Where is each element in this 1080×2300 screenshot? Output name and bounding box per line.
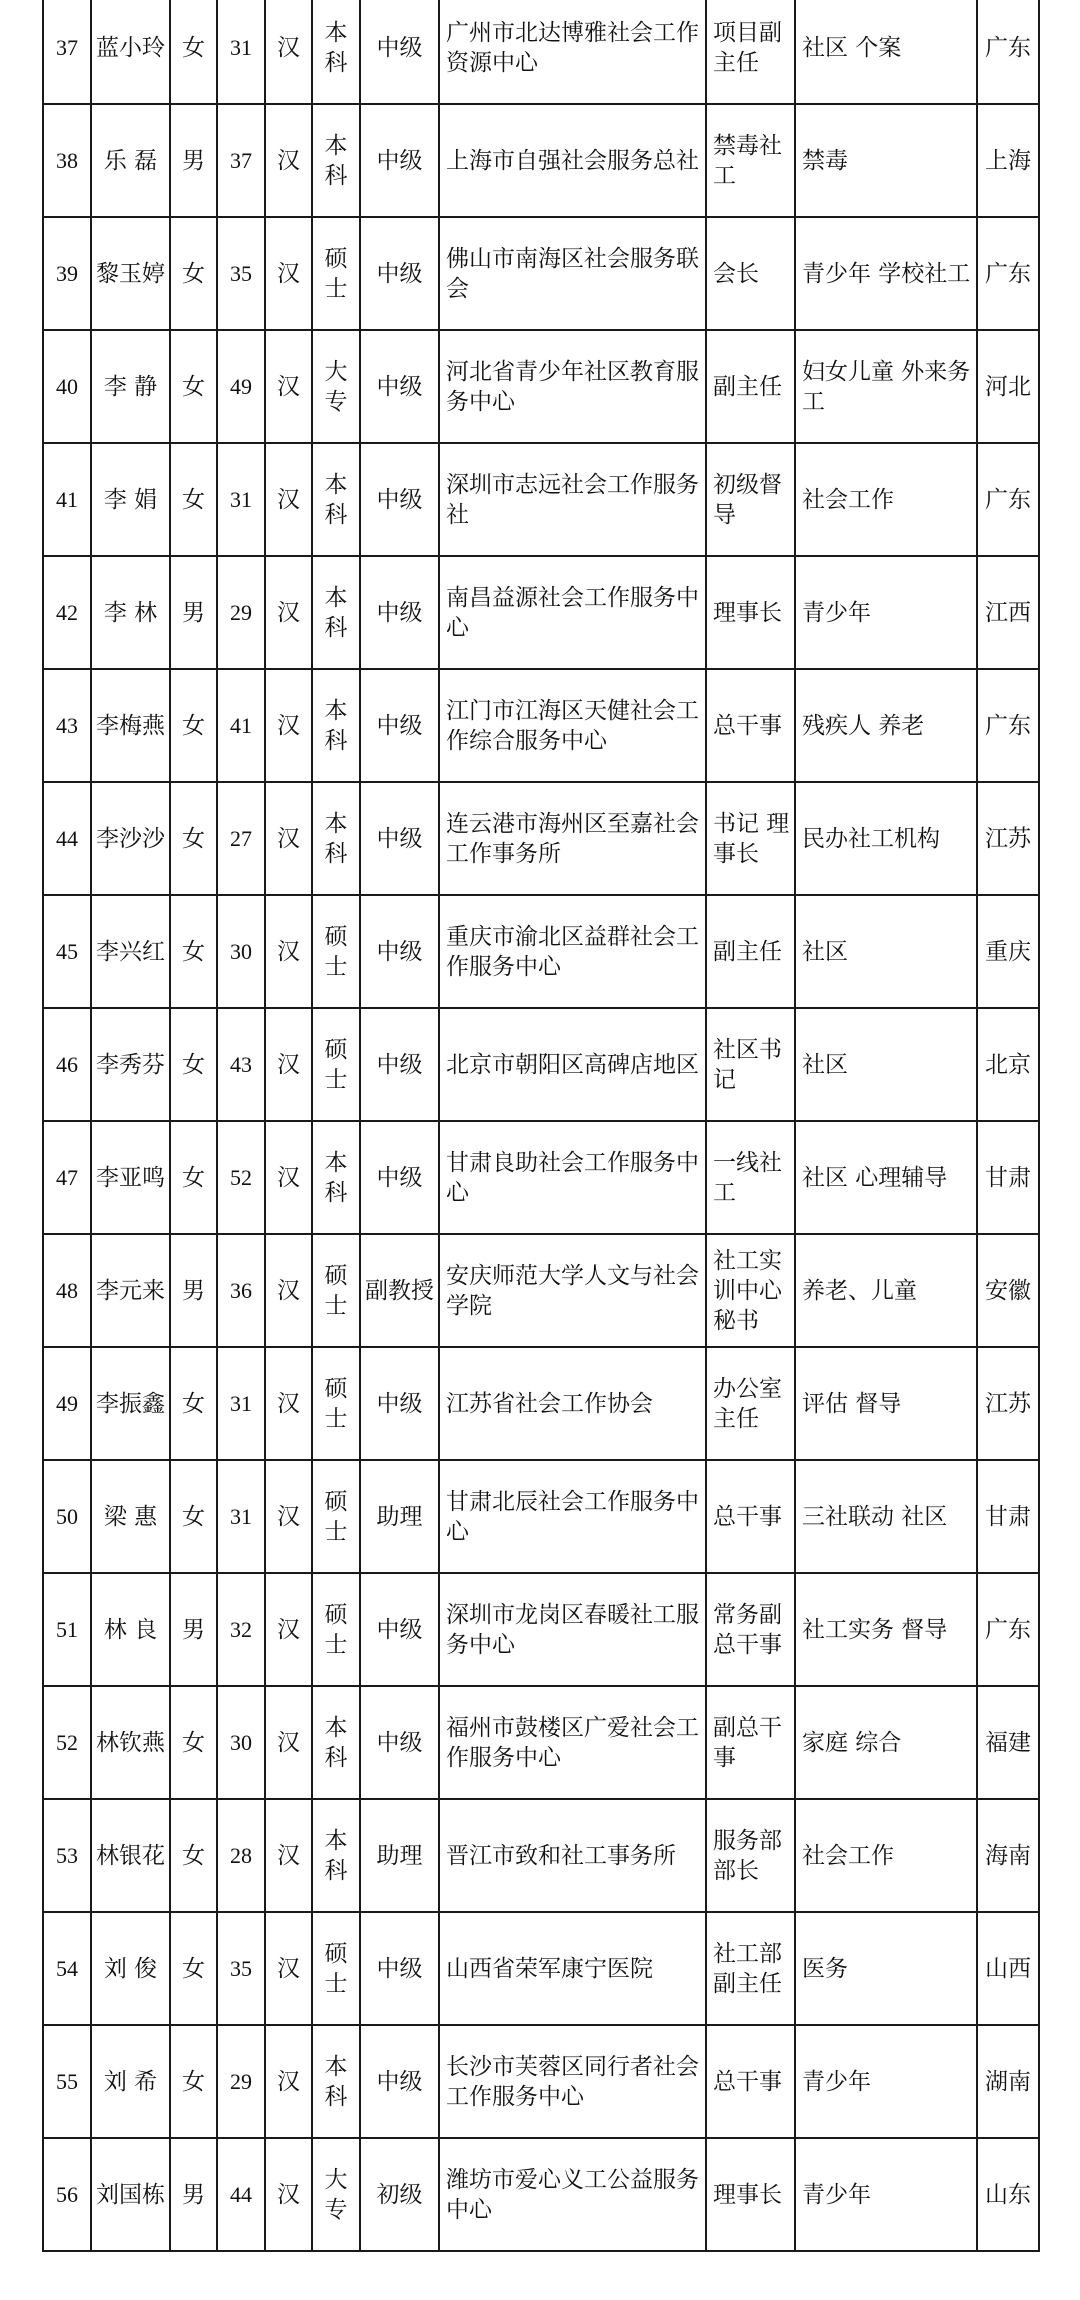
cell-gender: 女: [170, 1460, 217, 1573]
cell-number: 52: [43, 1686, 91, 1799]
table-row: [43, 556, 1039, 669]
cell-position: 社工部副主任: [706, 1912, 795, 2025]
cell-ethnicity: 汉: [265, 104, 312, 217]
cell-ethnicity: 汉: [265, 782, 312, 895]
cell-organization: 晋江市致和社工事务所: [439, 1799, 706, 1912]
cell-province: 海南: [977, 1799, 1039, 1912]
cell-education: 硕士: [312, 1347, 360, 1460]
cell-organization: 佛山市南海区社会服务联会: [439, 217, 706, 330]
cell-gender: 男: [170, 1234, 217, 1347]
cell-age: 41: [217, 669, 265, 782]
cell-field: 社工实务 督导: [795, 1573, 977, 1686]
cell-number: 49: [43, 1347, 91, 1460]
cell-province: 江西: [977, 556, 1039, 669]
cell-province: 山东: [977, 2138, 1039, 2251]
cell-number: 46: [43, 1008, 91, 1121]
cell-ethnicity: 汉: [265, 556, 312, 669]
cell-gender: 女: [170, 443, 217, 556]
cell-organization: 江门市江海区天健社会工作综合服务中心: [439, 669, 706, 782]
cell-gender: 女: [170, 1347, 217, 1460]
cell-organization: 山西省荣军康宁医院: [439, 1912, 706, 2025]
cell-title: 中级: [360, 104, 439, 217]
table-row: [43, 104, 1039, 217]
cell-title: 助理: [360, 1799, 439, 1912]
cell-title: 中级: [360, 217, 439, 330]
cell-education: 本科: [312, 1121, 360, 1234]
cell-organization: 江苏省社会工作协会: [439, 1347, 706, 1460]
cell-education: 本科: [312, 0, 360, 104]
table-row: [43, 1912, 1039, 2025]
cell-field: 禁毒: [795, 104, 977, 217]
table-row: [43, 1121, 1039, 1234]
cell-ethnicity: 汉: [265, 1234, 312, 1347]
cell-position: 初级督导: [706, 443, 795, 556]
table-row: [43, 1008, 1039, 1121]
cell-title: 中级: [360, 2025, 439, 2138]
cell-organization: 潍坊市爱心义工公益服务中心: [439, 2138, 706, 2251]
cell-ethnicity: 汉: [265, 0, 312, 104]
cell-province: 上海: [977, 104, 1039, 217]
cell-name: 刘 俊: [91, 1912, 170, 2025]
cell-title: 中级: [360, 669, 439, 782]
cell-education: 本科: [312, 1686, 360, 1799]
cell-name: 李沙沙: [91, 782, 170, 895]
cell-organization: 河北省青少年社区教育服务中心: [439, 330, 706, 443]
cell-position: 一线社工: [706, 1121, 795, 1234]
cell-title: 中级: [360, 1121, 439, 1234]
cell-field: 三社联动 社区: [795, 1460, 977, 1573]
cell-age: 49: [217, 330, 265, 443]
cell-gender: 男: [170, 2138, 217, 2251]
cell-position: 总干事: [706, 1460, 795, 1573]
cell-age: 31: [217, 0, 265, 104]
cell-education: 本科: [312, 782, 360, 895]
cell-age: 36: [217, 1234, 265, 1347]
cell-province: 江苏: [977, 1347, 1039, 1460]
cell-gender: 男: [170, 104, 217, 217]
cell-province: 广东: [977, 217, 1039, 330]
cell-field: 社区: [795, 1008, 977, 1121]
cell-field: 养老、儿童: [795, 1234, 977, 1347]
cell-age: 28: [217, 1799, 265, 1912]
cell-title: 副教授: [360, 1234, 439, 1347]
cell-number: 50: [43, 1460, 91, 1573]
cell-education: 硕士: [312, 1912, 360, 2025]
cell-gender: 女: [170, 669, 217, 782]
cell-gender: 女: [170, 895, 217, 1008]
roster-body: [43, 0, 1039, 2251]
cell-education: 硕士: [312, 895, 360, 1008]
cell-field: 评估 督导: [795, 1347, 977, 1460]
cell-number: 42: [43, 556, 91, 669]
roster-table: [42, 0, 1040, 2252]
cell-gender: 女: [170, 1008, 217, 1121]
cell-organization: 深圳市志远社会工作服务社: [439, 443, 706, 556]
cell-province: 江苏: [977, 782, 1039, 895]
cell-organization: 甘肃良助社会工作服务中心: [439, 1121, 706, 1234]
cell-name: 李 娟: [91, 443, 170, 556]
cell-number: 48: [43, 1234, 91, 1347]
cell-province: 重庆: [977, 895, 1039, 1008]
cell-field: 社会工作: [795, 1799, 977, 1912]
cell-education: 本科: [312, 104, 360, 217]
cell-education: 硕士: [312, 217, 360, 330]
table-row: [43, 1799, 1039, 1912]
cell-field: 青少年 学校社工: [795, 217, 977, 330]
cell-organization: 南昌益源社会工作服务中心: [439, 556, 706, 669]
cell-gender: 女: [170, 330, 217, 443]
cell-position: 服务部部长: [706, 1799, 795, 1912]
cell-name: 刘国栋: [91, 2138, 170, 2251]
cell-name: 乐 磊: [91, 104, 170, 217]
cell-field: 医务: [795, 1912, 977, 2025]
cell-title: 中级: [360, 0, 439, 104]
cell-ethnicity: 汉: [265, 1686, 312, 1799]
cell-organization: 重庆市渝北区益群社会工作服务中心: [439, 895, 706, 1008]
cell-age: 29: [217, 556, 265, 669]
cell-title: 中级: [360, 1347, 439, 1460]
cell-age: 30: [217, 895, 265, 1008]
cell-position: 禁毒社工: [706, 104, 795, 217]
cell-position: 副总干事: [706, 1686, 795, 1799]
cell-province: 安徽: [977, 1234, 1039, 1347]
cell-number: 51: [43, 1573, 91, 1686]
cell-province: 北京: [977, 1008, 1039, 1121]
cell-field: 社区 心理辅导: [795, 1121, 977, 1234]
cell-age: 37: [217, 104, 265, 217]
cell-province: 广东: [977, 669, 1039, 782]
cell-ethnicity: 汉: [265, 1008, 312, 1121]
cell-ethnicity: 汉: [265, 1573, 312, 1686]
cell-education: 大专: [312, 330, 360, 443]
cell-field: 社区: [795, 895, 977, 1008]
table-row: [43, 2138, 1039, 2251]
cell-organization: 广州市北达博雅社会工作资源中心: [439, 0, 706, 104]
cell-number: 38: [43, 104, 91, 217]
cell-position: 社工实训中心秘书: [706, 1234, 795, 1347]
cell-number: 53: [43, 1799, 91, 1912]
table-row: [43, 1347, 1039, 1460]
cell-ethnicity: 汉: [265, 1347, 312, 1460]
table-row: [43, 217, 1039, 330]
cell-position: 副主任: [706, 330, 795, 443]
cell-position: 理事长: [706, 556, 795, 669]
cell-name: 黎玉婷: [91, 217, 170, 330]
cell-education: 本科: [312, 669, 360, 782]
cell-field: 青少年: [795, 556, 977, 669]
cell-ethnicity: 汉: [265, 1460, 312, 1573]
table-row: [43, 1573, 1039, 1686]
cell-province: 广东: [977, 0, 1039, 104]
cell-name: 李振鑫: [91, 1347, 170, 1460]
cell-gender: 男: [170, 556, 217, 669]
cell-gender: 女: [170, 1686, 217, 1799]
cell-position: 项目副主任: [706, 0, 795, 104]
cell-field: 社会工作: [795, 443, 977, 556]
cell-field: 残疾人 养老: [795, 669, 977, 782]
cell-field: 民办社工机构: [795, 782, 977, 895]
cell-name: 林 良: [91, 1573, 170, 1686]
cell-age: 35: [217, 1912, 265, 2025]
cell-ethnicity: 汉: [265, 443, 312, 556]
cell-age: 30: [217, 1686, 265, 1799]
cell-name: 林钦燕: [91, 1686, 170, 1799]
cell-name: 刘 希: [91, 2025, 170, 2138]
cell-name: 李元来: [91, 1234, 170, 1347]
cell-position: 常务副总干事: [706, 1573, 795, 1686]
cell-organization: 深圳市龙岗区春暖社工服务中心: [439, 1573, 706, 1686]
cell-province: 河北: [977, 330, 1039, 443]
table-row: [43, 1686, 1039, 1799]
cell-ethnicity: 汉: [265, 2025, 312, 2138]
table-row: [43, 330, 1039, 443]
cell-number: 40: [43, 330, 91, 443]
cell-position: 办公室主任: [706, 1347, 795, 1460]
cell-number: 45: [43, 895, 91, 1008]
cell-education: 本科: [312, 556, 360, 669]
cell-position: 社区书记: [706, 1008, 795, 1121]
cell-number: 44: [43, 782, 91, 895]
cell-title: 中级: [360, 895, 439, 1008]
cell-name: 李秀芬: [91, 1008, 170, 1121]
cell-position: 书记 理事长: [706, 782, 795, 895]
table-row: [43, 443, 1039, 556]
cell-field: 妇女儿童 外来务工: [795, 330, 977, 443]
cell-organization: 连云港市海州区至嘉社会工作事务所: [439, 782, 706, 895]
cell-education: 硕士: [312, 1008, 360, 1121]
cell-position: 理事长: [706, 2138, 795, 2251]
cell-province: 甘肃: [977, 1460, 1039, 1573]
cell-position: 总干事: [706, 2025, 795, 2138]
cell-ethnicity: 汉: [265, 895, 312, 1008]
cell-age: 52: [217, 1121, 265, 1234]
cell-age: 35: [217, 217, 265, 330]
cell-education: 大专: [312, 2138, 360, 2251]
cell-age: 43: [217, 1008, 265, 1121]
cell-ethnicity: 汉: [265, 1121, 312, 1234]
cell-title: 中级: [360, 1573, 439, 1686]
cell-education: 本科: [312, 2025, 360, 2138]
cell-organization: 安庆师范大学人文与社会学院: [439, 1234, 706, 1347]
cell-organization: 上海市自强社会服务总社: [439, 104, 706, 217]
cell-organization: 福州市鼓楼区广爱社会工作服务中心: [439, 1686, 706, 1799]
cell-number: 37: [43, 0, 91, 104]
cell-position: 会长: [706, 217, 795, 330]
table-row: [43, 895, 1039, 1008]
cell-province: 福建: [977, 1686, 1039, 1799]
cell-province: 广东: [977, 1573, 1039, 1686]
cell-field: 青少年: [795, 2025, 977, 2138]
cell-ethnicity: 汉: [265, 1912, 312, 2025]
cell-title: 中级: [360, 782, 439, 895]
cell-education: 硕士: [312, 1573, 360, 1686]
cell-education: 硕士: [312, 1460, 360, 1573]
cell-gender: 女: [170, 782, 217, 895]
cell-number: 54: [43, 1912, 91, 2025]
cell-title: 中级: [360, 556, 439, 669]
cell-ethnicity: 汉: [265, 669, 312, 782]
cell-province: 广东: [977, 443, 1039, 556]
cell-field: 家庭 综合: [795, 1686, 977, 1799]
cell-gender: 女: [170, 217, 217, 330]
cell-title: 中级: [360, 1686, 439, 1799]
cell-ethnicity: 汉: [265, 330, 312, 443]
cell-number: 56: [43, 2138, 91, 2251]
cell-number: 47: [43, 1121, 91, 1234]
cell-field: 社区 个案: [795, 0, 977, 104]
cell-title: 助理: [360, 1460, 439, 1573]
cell-age: 29: [217, 2025, 265, 2138]
cell-age: 31: [217, 1460, 265, 1573]
cell-name: 李亚鸣: [91, 1121, 170, 1234]
table-row: [43, 1234, 1039, 1347]
cell-gender: 女: [170, 0, 217, 104]
cell-education: 硕士: [312, 1234, 360, 1347]
cell-title: 中级: [360, 1008, 439, 1121]
cell-name: 李兴红: [91, 895, 170, 1008]
cell-province: 甘肃: [977, 1121, 1039, 1234]
cell-ethnicity: 汉: [265, 1799, 312, 1912]
cell-ethnicity: 汉: [265, 217, 312, 330]
cell-gender: 女: [170, 2025, 217, 2138]
cell-age: 31: [217, 443, 265, 556]
cell-name: 梁 惠: [91, 1460, 170, 1573]
table-row: [43, 2025, 1039, 2138]
cell-number: 39: [43, 217, 91, 330]
cell-name: 蓝小玲: [91, 0, 170, 104]
cell-education: 本科: [312, 443, 360, 556]
cell-organization: 甘肃北辰社会工作服务中心: [439, 1460, 706, 1573]
cell-title: 中级: [360, 1912, 439, 2025]
cell-number: 41: [43, 443, 91, 556]
cell-name: 林银花: [91, 1799, 170, 1912]
table-row: [43, 0, 1039, 104]
cell-age: 44: [217, 2138, 265, 2251]
table-row: [43, 669, 1039, 782]
cell-age: 31: [217, 1347, 265, 1460]
cell-ethnicity: 汉: [265, 2138, 312, 2251]
cell-title: 中级: [360, 443, 439, 556]
cell-organization: 北京市朝阳区高碑店地区: [439, 1008, 706, 1121]
table-row: [43, 782, 1039, 895]
cell-title: 中级: [360, 330, 439, 443]
cell-number: 55: [43, 2025, 91, 2138]
cell-number: 43: [43, 669, 91, 782]
cell-age: 32: [217, 1573, 265, 1686]
cell-gender: 女: [170, 1799, 217, 1912]
cell-field: 青少年: [795, 2138, 977, 2251]
cell-name: 李梅燕: [91, 669, 170, 782]
cell-age: 27: [217, 782, 265, 895]
cell-position: 总干事: [706, 669, 795, 782]
cell-province: 湖南: [977, 2025, 1039, 2138]
table-row: [43, 1460, 1039, 1573]
cell-education: 本科: [312, 1799, 360, 1912]
cell-gender: 男: [170, 1573, 217, 1686]
cell-organization: 长沙市芙蓉区同行者社会工作服务中心: [439, 2025, 706, 2138]
cell-position: 副主任: [706, 895, 795, 1008]
cell-gender: 女: [170, 1121, 217, 1234]
cell-name: 李 林: [91, 556, 170, 669]
cell-gender: 女: [170, 1912, 217, 2025]
cell-province: 山西: [977, 1912, 1039, 2025]
cell-name: 李 静: [91, 330, 170, 443]
cell-title: 初级: [360, 2138, 439, 2251]
